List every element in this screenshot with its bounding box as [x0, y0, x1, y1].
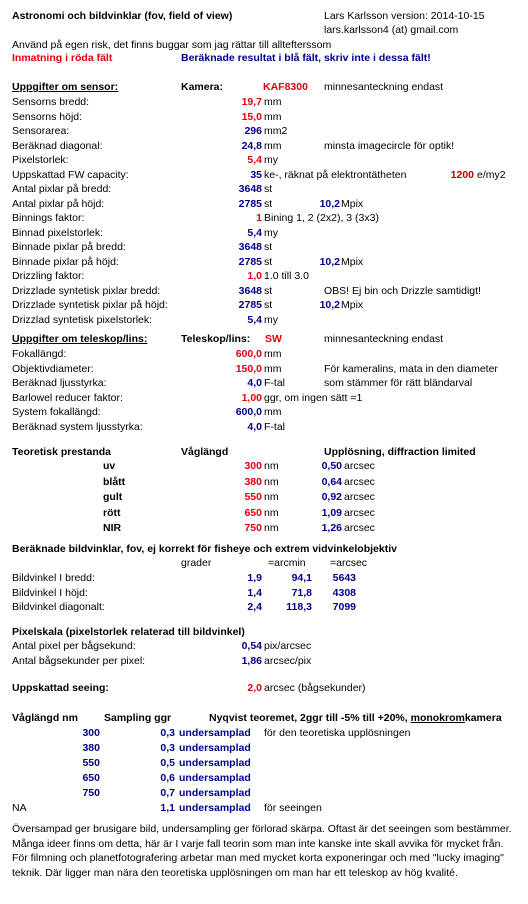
resolution-unit: arcsec	[344, 460, 375, 472]
band-label: blått	[103, 476, 126, 488]
mpix-unit: Mpix	[341, 198, 364, 210]
telescope-row-unit: mm	[264, 348, 282, 360]
telescope-note: minnesanteckning endast	[324, 333, 444, 345]
fov-arcsec: 5643	[332, 572, 356, 584]
nyquist-kamera: kamera	[464, 712, 502, 724]
sensor-row-label: Drizzlade syntetisk pixlar bredd:	[12, 285, 161, 297]
wavelength-input[interactable]: 650	[244, 507, 262, 519]
sensor-calc-value: 3648	[238, 241, 262, 253]
sampling-wavelength: 380	[82, 742, 100, 754]
nyquist-monokrom: monokrom	[410, 712, 465, 724]
band-label: rött	[103, 507, 121, 519]
sensor-row-label: Binnade pixlar på bredd:	[12, 241, 126, 253]
sensor-input-value[interactable]: 5,4	[247, 154, 262, 166]
sensor-row-unit: mm	[264, 140, 282, 152]
seeing-unit: arcsec (bågsekunder)	[264, 682, 366, 694]
telescope-row-label: Barlowel reducer faktor:	[12, 392, 123, 404]
sampling-status: undersamplad	[179, 742, 251, 754]
sensor-calc-value: 2785	[238, 198, 262, 210]
sampling-status: undersamplad	[179, 757, 251, 769]
fov-degrees: 1,9	[247, 572, 262, 584]
camera-input[interactable]: KAF8300	[263, 81, 308, 93]
sensor-calc-value: 2785	[238, 256, 262, 268]
author-version: Lars Karlsson version: 2014-10-15	[324, 10, 485, 22]
sensor-row-unit: st	[264, 256, 273, 268]
sampling-ggr: 0,7	[160, 787, 175, 799]
telescope-row-note: som stämmer för rätt bländarval	[324, 377, 473, 389]
sensor-row-unit: st	[264, 299, 273, 311]
sensor-row-label: Binnad pixelstorlek:	[12, 227, 104, 239]
sensor-row-label: Drizzling faktor:	[12, 270, 85, 282]
author-email: lars.karlsson4 (at) gmail.com	[324, 24, 459, 36]
wavelength-unit: nm	[264, 476, 279, 488]
footer-note: Översampad ger brusigare bild, undersampling ger förlorad skärpa. Oftast är det seeingen som bestämmer. Många ideer finns om detta, här är I varje fall teorin som man inte kanske inte skall avvika för mycket från. För filmning och planetfotografering arbetar man med mycket korta exponeringar och med "lucky imaging" teknik. Där ligger man nära den teoretiska upplösningen om man har ett teleskop av hög kvalité.	[12, 823, 512, 879]
electron-density-unit: e/my2	[477, 169, 506, 181]
sensor-row-label: Sensorns höjd:	[12, 111, 83, 123]
pixelscale-heading: Pixelskala (pixelstorlek relaterad till bildvinkel)	[12, 626, 245, 638]
sampling-ggr: 0,6	[160, 772, 175, 784]
telescope-row-unit: mm	[264, 363, 282, 375]
sheet-title: Astronomi och bildvinklar (fov, field of view)	[12, 10, 233, 22]
fov-col-arcmin: =arcmin	[268, 557, 306, 569]
telescope-input-value[interactable]: 150,0	[235, 363, 262, 375]
wavelength-input[interactable]: 380	[244, 476, 262, 488]
sensor-input-value[interactable]: 1,0	[247, 270, 262, 282]
telescope-row-unit: mm	[264, 406, 282, 418]
fov-row-label: Bildvinkel I höjd:	[12, 587, 88, 599]
performance-heading: Teoretisk prestanda	[12, 446, 112, 458]
sensor-row-label: Drizzlade syntetisk pixlar på höjd:	[12, 299, 168, 311]
sensor-row-unit: my	[264, 227, 278, 239]
sensor-row-unit: ke-, räknat på elektrontätheten	[264, 169, 407, 181]
band-label: NIR	[103, 522, 122, 534]
sensor-row-label: Antal pixlar på bredd:	[12, 183, 112, 195]
wavelength-heading: Våglängd	[181, 446, 229, 458]
sensor-row-unit: mm2	[264, 125, 288, 137]
telescope-row-label: Beräknad system ljusstyrka:	[12, 421, 143, 433]
sensor-calc-value: 5,4	[247, 314, 262, 326]
telescope-row-note: För kameralins, mata in den diameter	[324, 363, 498, 375]
telescope-row-unit: F-tal	[264, 377, 285, 389]
sensor-row-unit: my	[264, 314, 278, 326]
sensor-row-unit: mm	[264, 96, 282, 108]
sensor-calc-value: 5,4	[247, 227, 262, 239]
fov-col-arcsec: =arcsec	[330, 557, 368, 569]
sampling-wavelength: NA	[12, 802, 27, 814]
camera-label: Kamera:	[181, 81, 224, 93]
legend-output: Beräknade resultat i blå fält, skriv inte i dessa fält!	[181, 52, 431, 64]
pixelscale-unit: pix/arcsec	[264, 640, 312, 652]
fov-degrees: 1,4	[247, 587, 262, 599]
sensor-row-label: Binnade pixlar på höjd:	[12, 256, 119, 268]
wavelength-input[interactable]: 750	[244, 522, 262, 534]
telescope-label: Teleskop/lins:	[181, 333, 251, 345]
camera-note: minnesanteckning endast	[324, 81, 444, 93]
pixelscale-unit: arcsec/pix	[264, 655, 312, 667]
pixelscale-row-label: Antal bågsekunder per pixel:	[12, 655, 146, 667]
wavelength-input[interactable]: 550	[244, 491, 262, 503]
sensor-calc-value: 3648	[238, 285, 262, 297]
sensor-row-label: Sensorns bredd:	[12, 96, 90, 108]
electron-density-input[interactable]: 1200	[450, 169, 474, 181]
sensor-row-label: Drizzlad syntetisk pixelstorlek:	[12, 314, 153, 326]
resolution-unit: arcsec	[344, 476, 375, 488]
sensor-row-label: Sensorarea:	[12, 125, 70, 137]
pixelscale-row-label: Antal pixel per bågsekund:	[12, 640, 136, 652]
sensor-calc-value: 24,8	[241, 140, 262, 152]
fov-degrees: 2,4	[247, 601, 262, 613]
telescope-row-label: System fokallängd:	[12, 406, 101, 418]
sampling-ggr: 0,3	[160, 742, 175, 754]
sensor-row-unit: mm	[264, 111, 282, 123]
wavelength-unit: nm	[264, 522, 279, 534]
sensor-input-value[interactable]: 1	[256, 212, 262, 224]
sensor-row-unit: st	[264, 285, 273, 297]
wavelength-unit: nm	[264, 460, 279, 472]
fov-row-label: Bildvinkel diagonalt:	[12, 601, 105, 613]
sampling-note: för den teoretiska upplösningen	[264, 727, 411, 739]
telescope-row-label: Fokallängd:	[12, 348, 67, 360]
wavelength-unit: nm	[264, 507, 279, 519]
seeing-input[interactable]: 2,0	[247, 682, 262, 694]
sensor-row-note: OBS! Ej bin och Drizzle samtidigt!	[324, 285, 481, 297]
sampling-wavelength: 550	[82, 757, 100, 769]
sensor-row-label: Beräknad diagonal:	[12, 140, 103, 152]
telescope-row-label: Beräknad ljusstyrka:	[12, 377, 107, 389]
telescope-calc-value: 4,0	[247, 421, 262, 433]
sampling-ggr: 1,1	[160, 802, 175, 814]
resolution-value: 0,64	[321, 476, 342, 488]
sampling-status: undersamplad	[179, 772, 251, 784]
telescope-row-label: Objektivdiameter:	[12, 363, 94, 375]
sensor-calc-value: 35	[250, 169, 262, 181]
sensor-calc-value: 296	[244, 125, 262, 137]
sampling-col-ggr: Sampling ggr	[104, 712, 172, 724]
fov-row-label: Bildvinkel I bredd:	[12, 572, 95, 584]
resolution-unit: arcsec	[344, 491, 375, 503]
sensor-row-label: Antal pixlar på höjd:	[12, 198, 105, 210]
fov-heading: Beräknade bildvinklar, fov, ej korrekt för fisheye och extrem vidvinkelobjektiv	[12, 543, 397, 555]
sensor-row-label: Binnings faktor:	[12, 212, 85, 224]
sampling-status: undersamplad	[179, 787, 251, 799]
fov-col-degrees: grader	[181, 557, 212, 569]
sensor-calc-value: 2785	[238, 299, 262, 311]
sensor-row-unit: Bining 1, 2 (2x2), 3 (3x3)	[264, 212, 379, 224]
resolution-value: 0,92	[321, 491, 342, 503]
sampling-ggr: 0,3	[160, 727, 175, 739]
sensor-row-unit: st	[264, 198, 273, 210]
mpix-unit: Mpix	[341, 256, 364, 268]
pixelscale-value: 1,86	[241, 655, 262, 667]
fov-arcmin: 71,8	[291, 587, 312, 599]
telescope-row-unit: F-tal	[264, 421, 285, 433]
telescope-calc-value: 4,0	[247, 377, 262, 389]
telescope-input[interactable]: SW	[265, 333, 282, 345]
disclaimer: Använd på egen risk, det finns buggar som jag rättar till alltefterssom	[12, 39, 332, 51]
fov-arcsec: 4308	[332, 587, 356, 599]
sampling-col-wave: Våglängd nm	[12, 712, 78, 724]
telescope-heading: Uppgifter om teleskop/lins:	[12, 333, 148, 345]
sensor-input-value[interactable]: 19,7	[241, 96, 262, 108]
sensor-row-label: Pixelstorlek:	[12, 154, 69, 166]
resolution-value: 1,26	[321, 522, 342, 534]
mpix-value: 10,2	[319, 299, 340, 311]
telescope-input-value[interactable]: 1,00	[241, 392, 262, 404]
mpix-value: 10,2	[319, 198, 340, 210]
sensor-row-unit: st	[264, 183, 273, 195]
resolution-unit: arcsec	[344, 507, 375, 519]
sampling-wavelength: 650	[82, 772, 100, 784]
band-label: uv	[103, 460, 116, 472]
resolution-heading: Upplösning, diffraction limited	[324, 446, 476, 458]
sensor-input-value[interactable]: 15,0	[241, 111, 262, 123]
seeing-label: Uppskattad seeing:	[12, 682, 109, 694]
telescope-calc-value: 600,0	[235, 406, 262, 418]
resolution-unit: arcsec	[344, 522, 375, 534]
telescope-row-unit: ggr, om ingen sätt =1	[264, 392, 363, 404]
fov-arcmin: 94,1	[291, 572, 312, 584]
sensor-heading: Uppgifter om sensor:	[12, 81, 119, 93]
sensor-row-unit: 1.0 till 3.0	[264, 270, 309, 282]
wavelength-input[interactable]: 300	[244, 460, 262, 472]
sampling-note: för seeingen	[264, 802, 322, 814]
pixelscale-value: 0,54	[241, 640, 262, 652]
sensor-row-unit: my	[264, 154, 278, 166]
sampling-status: undersamplad	[179, 802, 251, 814]
sensor-row-unit: st	[264, 241, 273, 253]
sampling-wavelength: 300	[82, 727, 100, 739]
sensor-row-label: Uppskattad FW capacity:	[12, 169, 129, 181]
sampling-status: undersamplad	[179, 727, 251, 739]
telescope-input-value[interactable]: 600,0	[235, 348, 262, 360]
sampling-col-nyquist	[209, 712, 502, 724]
resolution-value: 0,50	[321, 460, 342, 472]
wavelength-unit: nm	[264, 491, 279, 503]
legend-input: Inmatning i röda fält	[12, 52, 113, 64]
fov-arcmin: 118,3	[286, 601, 312, 613]
sensor-row-note: minsta imagecircle för optik!	[324, 140, 455, 152]
sensor-calc-value: 3648	[238, 183, 262, 195]
nyquist-text: Nyqvist teoremet, 2ggr till -5% till +20%,	[209, 712, 411, 724]
resolution-value: 1,09	[321, 507, 342, 519]
band-label: gult	[103, 491, 123, 503]
sampling-ggr: 0,5	[160, 757, 175, 769]
mpix-value: 10,2	[319, 256, 340, 268]
fov-arcsec: 7099	[332, 601, 356, 613]
mpix-unit: Mpix	[341, 299, 364, 311]
sampling-wavelength: 750	[82, 787, 100, 799]
